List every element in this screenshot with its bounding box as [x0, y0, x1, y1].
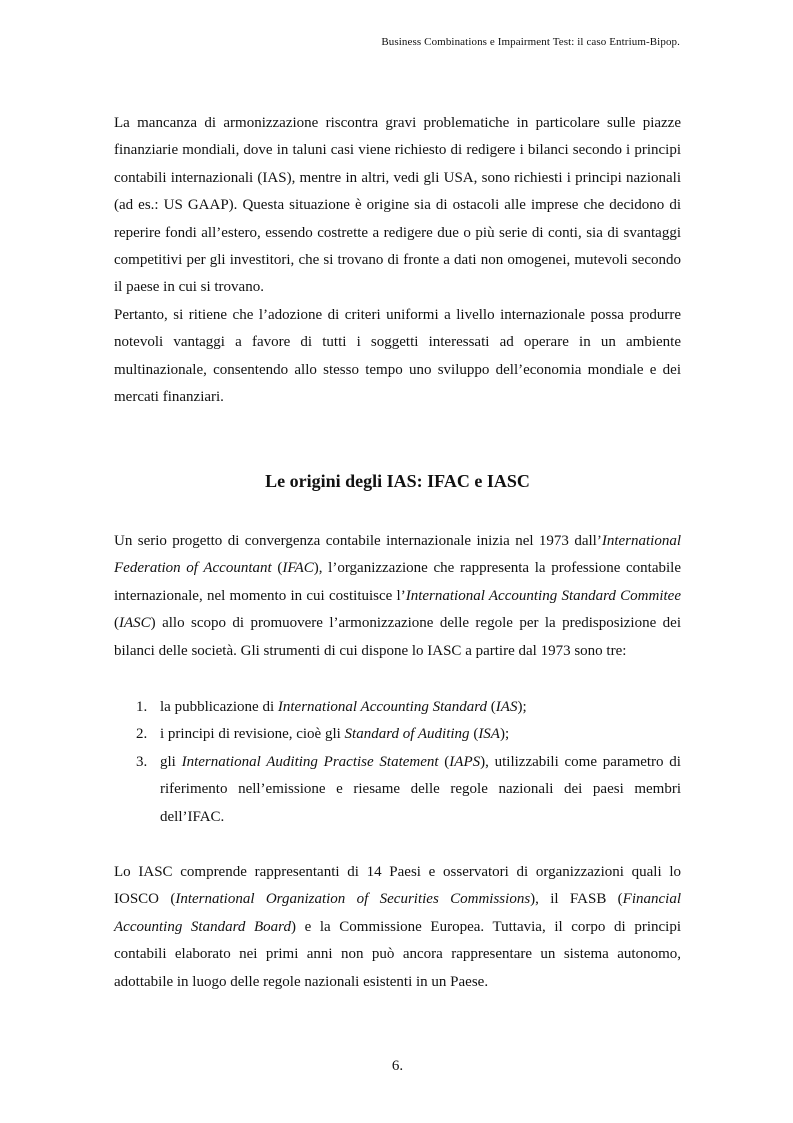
running-header: Business Combinations e Impairment Test: il caso Entrium-Bipop.: [381, 36, 680, 48]
italic-term: IAS: [495, 699, 518, 715]
list-number: 3.: [136, 753, 148, 770]
text-run: ) e la Commissione Europea. Tuttavia, il corpo di principi contabili elaborato nei primi anni non può ancora rappresentare un sistema autonomo, adottabile in luogo delle regole nazionali esistenti in un Paese.: [114, 918, 681, 990]
italic-term: International Auditing Practise Statement: [181, 753, 439, 770]
italic-term: Financial Accounting Standard Board: [114, 891, 681, 935]
italic-term: International Federation of Accountant: [114, 533, 681, 577]
list-item: [114, 721, 681, 748]
italic-term: ISA: [478, 726, 500, 743]
text-run: (: [487, 699, 496, 715]
paragraph-harmonization: La mancanza di armonizzazione riscontra gravi problematiche in particolare sulle piazze finanziarie mondiali, dove in taluni casi viene richiesto di redigere i bilanci secondo i principi contabili internazionali (IAS), mentre in altri, vedi gli USA, sono richiesti i principi nazionali (ad es.: US GAAP). Questa situazione è origine sia di ostacoli alle imprese che decidono di reperire fondi all’estero, essendo costrette a redigere due o più serie di conti, sia di svantaggi competitivi per gli investitori, che si trovano di fronte a dati non omogenei, mutevoli secondo il paese in cui si trovano.: [114, 115, 681, 296]
text-run: ), il FASB (: [530, 891, 623, 908]
text-run: ), utilizzabili come parametro di riferimento nell’emissione e riesame delle regole nazionali dei paesi membri dell’IFAC.: [160, 753, 681, 825]
text-run: );: [517, 699, 527, 715]
italic-term: International Organization of Securities Commissions: [175, 891, 531, 908]
page-number: 6.: [391, 1058, 404, 1074]
paragraph-uniform-criteria: Pertanto, si ritiene che l’adozione di criteri uniformi a livello internazionale possa produrre notevoli vantaggi a favore di tutti i soggetti interessati ad operare in un ambiente multinazionale, consentendo allo stesso tempo uno sviluppo dell’economia mondiale e dei mercati finanziari.: [114, 307, 681, 406]
paragraph-iasc-members: [114, 859, 681, 996]
text-run: Un serio progetto di convergenza contabile internazionale inizia nel 1973 dall’: [114, 533, 602, 549]
text-run: );: [499, 726, 510, 743]
text-run: ), l’organizzazione che rappresenta la professione contabile internazionale, nel momento in cui costituisce l’: [114, 560, 681, 604]
text-run: ) allo scopo di promuovere l’armonizzazione delle regole per la predisposizione dei bilanci delle società. Gli strumenti di cui dispone lo IASC a partire dal 1973 sono tre:: [114, 615, 681, 659]
italic-term: International Accounting Standard Commitee: [405, 587, 681, 604]
text-run: Lo IASC comprende rappresentanti di 14 Paesi e osservatori di organizzazioni quali lo IOSCO (: [114, 864, 681, 908]
paragraph-iasc-origins: [114, 528, 681, 665]
list-item: [114, 694, 681, 721]
text-run: (: [438, 753, 450, 770]
text-run: la pubblicazione di: [160, 699, 278, 715]
italic-term: IFAC: [282, 560, 314, 577]
text-run: (: [114, 615, 119, 632]
italic-term: International Accounting Standard: [277, 699, 488, 715]
list-number: 1.: [136, 699, 148, 715]
text-run: i principi di revisione, cioè gli: [160, 726, 345, 743]
list-item: [114, 749, 681, 831]
instruments-list: [114, 694, 681, 831]
section-title: Le origini degli IAS: IFAC e IASC: [265, 471, 530, 491]
italic-term: IAPS: [449, 753, 481, 770]
text-run: gli: [160, 753, 182, 770]
text-run: (: [469, 726, 479, 743]
list-number: 2.: [136, 726, 148, 743]
text-run: (: [271, 560, 283, 577]
italic-term: IASC: [119, 615, 151, 632]
italic-term: Standard of Auditing: [344, 726, 470, 743]
